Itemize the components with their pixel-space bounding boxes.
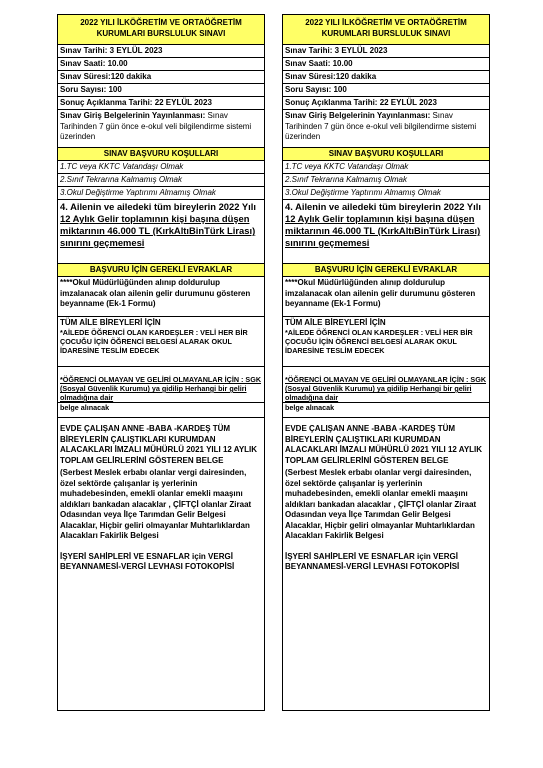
doc-declaration: ****Okul Müdürlüğünden alınıp doldurulup imzalanacak olan ailenin gelir durumunu gösteren beyanname (Ek-1 Formu) [283, 277, 489, 317]
doc-sgk-note: belge alınacak [283, 402, 489, 412]
entry-doc-text: Sınav Tarihinden 7 gün önce e-okul veli bilgilendirme sistemi üzerinden [285, 111, 477, 141]
entry-doc-info [58, 110, 264, 148]
doc-family-members [58, 317, 264, 367]
doc-family-title: TÜM AİLE BİREYLERİ İÇİN [60, 318, 161, 327]
question-count: Soru Sayısı: 100 [283, 84, 489, 97]
doc-sgk-text: *ÖĞRENCİ OLMAYAN VE GELİRİ OLMAYANLAR İÇİN : SGK (Sosyal Güvenlik Kurumu) ya gidilip Herhangi bir geliri olmadığına dair [60, 375, 262, 402]
exam-time: Sınav Saati: 10.00 [58, 58, 264, 71]
exam-date: Sınav Tarihi: 3 EYLÜL 2023 [58, 45, 264, 58]
title-line-2: KURUMLARI BURSLULUK SINAVI [96, 28, 226, 38]
doc-income [58, 418, 264, 724]
condition-1: 1.TC veya KKTC Vatandaşı Olmak [58, 161, 264, 174]
card-title [283, 15, 489, 45]
condition-2: 2.Sınıf Tekrarına Kalmamış Olmak [283, 174, 489, 187]
title-line-1: 2022 YILI İLKÖĞRETİM VE ORTAÖĞRETİM [80, 18, 242, 27]
result-date: Sonuç Açıklanma Tarihi: 22 EYLÜL 2023 [283, 97, 489, 110]
question-count: Soru Sayısı: 100 [58, 84, 264, 97]
title-line-1: 2022 YILI İLKÖĞRETİM VE ORTAÖĞRETİM [305, 18, 467, 27]
card-title [58, 15, 264, 45]
doc-family-body: *AİLEDE ÖĞRENCİ OLAN KARDEŞLER : VELİ HER BİR ÇOCUĞU İÇİN ÖĞRENCİ BELGESİ ALARAK OKUL İDARESİNE TESLİM EDECEK [60, 328, 248, 355]
doc-family-body: *AİLEDE ÖĞRENCİ OLAN KARDEŞLER : VELİ HER BİR ÇOCUĞU İÇİN ÖĞRENCİ BELGESİ ALARAK OKUL İDARESİNE TESLİM EDECEK [285, 328, 473, 355]
conditions-header: SINAV BAŞVURU KOŞULLARI [283, 148, 489, 161]
entry-doc-info [283, 110, 489, 148]
conditions-header: SINAV BAŞVURU KOŞULLARI [58, 148, 264, 161]
condition-4-text: 4. Ailenin ve ailedeki tüm bireylerin 2022 Yılı [285, 201, 481, 212]
doc-income [283, 418, 489, 724]
condition-4 [283, 200, 489, 264]
doc-sgk-text: *ÖĞRENCİ OLMAYAN VE GELİRİ OLMAYANLAR İÇİN : SGK (Sosyal Güvenlik Kurumu) ya gidilip Herhangi bir geliri olmadığına dair [285, 375, 487, 402]
doc-income-sources: (Serbest Meslek erbabı olanlar vergi dairesinden, özel sektörde çalışanlar iş yerlerinin muhadebesinden, emekli olanlar emekli maaşını aldıkları bankadan alacaklar , ÇİFTÇİ olanlar Ziraat Odasından veya İlçe Tarımdan Gelir Belgesi Alacaklar, Hiçbir geliri olmayanlar Muhtarlıklardan Alacakları Fakirlik Belgesi [285, 468, 477, 540]
doc-declaration: ****Okul Müdürlüğünden alınıp doldurulup imzalanacak olan ailenin gelir durumunu gösteren beyanname (Ek-1 Formu) [58, 277, 264, 317]
info-card-right [282, 14, 490, 711]
condition-1: 1.TC veya KKTC Vatandaşı Olmak [283, 161, 489, 174]
result-date: Sonuç Açıklanma Tarihi: 22 EYLÜL 2023 [58, 97, 264, 110]
condition-2: 2.Sınıf Tekrarına Kalmamış Olmak [58, 174, 264, 187]
doc-tax-declaration: İŞYERİ SAHİPLERİ VE ESNAFLAR için VERGİ BEYANNAMESİ-VERGİ LEVHASI FOTOKOPİSİ [60, 551, 235, 571]
condition-4-limit: 12 Aylık Gelir toplamının kişi başına düşen miktarının 46.000 TL (KırkAltıBinTürk Lirası) sınırını geçmemesi [285, 213, 481, 248]
info-card-left [57, 14, 265, 711]
condition-4-text: 4. Ailenin ve ailedeki tüm bireylerin 2022 Yılı [60, 201, 256, 212]
exam-duration: Sınav Süresi:120 dakika [283, 71, 489, 84]
exam-time: Sınav Saati: 10.00 [283, 58, 489, 71]
doc-family-title: TÜM AİLE BİREYLERİ İÇİN [285, 318, 386, 327]
condition-3: 3.Okul Değiştirme Yaptırımı Almamış Olmak [283, 187, 489, 200]
exam-duration: Sınav Süresi:120 dakika [58, 71, 264, 84]
entry-doc-text: Sınav Tarihinden 7 gün önce e-okul veli bilgilendirme sistemi üzerinden [60, 111, 252, 141]
doc-tax-declaration: İŞYERİ SAHİPLERİ VE ESNAFLAR için VERGİ BEYANNAMESİ-VERGİ LEVHASI FOTOKOPİSİ [285, 551, 460, 571]
entry-doc-label: Sınav Giriş Belgelerinin Yayınlanması: [285, 111, 431, 120]
title-line-2: KURUMLARI BURSLULUK SINAVI [321, 28, 451, 38]
doc-income-certificate: EVDE ÇALIŞAN ANNE -BABA -KARDEŞ TÜM BİREYLERİN ÇALIŞTIKLARI KURUMDAN ALACAKLARI İMZALI MÜHÜRLÜ 2021 YILI 12 AYLIK TOPLAM GELİRLERİNİ GÖSTEREN BELGE [60, 424, 258, 465]
condition-3: 3.Okul Değiştirme Yaptırımı Almamış Olmak [58, 187, 264, 200]
doc-family-members [283, 317, 489, 367]
doc-sgk-note: belge alınacak [58, 402, 264, 412]
docs-header: BAŞVURU İÇİN GEREKLİ EVRAKLAR [283, 264, 489, 277]
entry-doc-label: Sınav Giriş Belgelerinin Yayınlanması: [60, 111, 206, 120]
docs-header: BAŞVURU İÇİN GEREKLİ EVRAKLAR [58, 264, 264, 277]
doc-sgk [283, 367, 489, 418]
doc-income-sources: (Serbest Meslek erbabı olanlar vergi dairesinden, özel sektörde çalışanlar iş yerlerinin muhadebesinden, emekli olanlar emekli maaşını aldıkları bankadan alacaklar , ÇİFTÇİ olanlar Ziraat Odasından veya İlçe Tarımdan Gelir Belgesi Alacaklar, Hiçbir geliri olmayanlar Muhtarlıklardan Alacakları Fakirlik Belgesi [60, 468, 252, 540]
exam-date: Sınav Tarihi: 3 EYLÜL 2023 [283, 45, 489, 58]
doc-sgk [58, 367, 264, 418]
condition-4-limit: 12 Aylık Gelir toplamının kişi başına düşen miktarının 46.000 TL (KırkAltıBinTürk Lirası) sınırını geçmemesi [60, 213, 256, 248]
doc-income-certificate: EVDE ÇALIŞAN ANNE -BABA -KARDEŞ TÜM BİREYLERİN ÇALIŞTIKLARI KURUMDAN ALACAKLARI İMZALI MÜHÜRLÜ 2021 YILI 12 AYLIK TOPLAM GELİRLERİNİ GÖSTEREN BELGE [285, 424, 483, 465]
condition-4 [58, 200, 264, 264]
